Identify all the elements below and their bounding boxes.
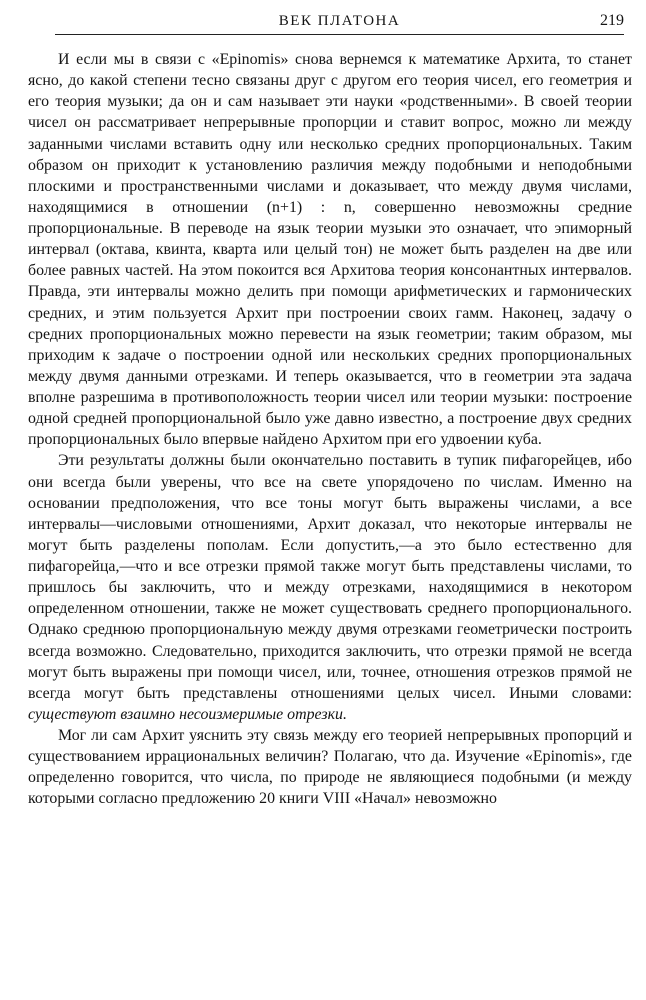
page-header <box>55 10 624 35</box>
paragraph <box>28 49 632 450</box>
running-title: ВЕК ПЛАТОНА <box>278 13 401 29</box>
paragraph <box>28 725 632 810</box>
page-number: 219 <box>600 12 624 29</box>
paragraph-text: Эти результаты должны были окончательно поставить в тупик пифагорейцев, ибо они всегда были уверены, что все на свете упорядочено по числам. Именно на основании предположения, что все тоны могут быть выражены числами, а все интервалы—числовыми отношениями, Архит доказал, что некоторые интервалы не могут быть разделены пополам. Если допустить,—а это было естественно для пифагорейца,—что и все отрезки прямой также могут быть представлены числами, то пришлось бы заключить, что и между отрезками, находящимися в некотором определенном отношении, также не может существовать среднего пропорционального. Однако среднюю пропорциональную между двумя отрезками геометрически построить всегда возможно. Следовательно, приходится заключить, что отрезки прямой не всегда могут быть выражены при помощи чисел, или, точнее, отношения отрезков прямой не всегда могут быть представлены отношениями целых чисел. Иными словами: <box>28 452 632 702</box>
body-text <box>28 49 632 810</box>
paragraph <box>28 450 632 725</box>
paragraph-text: Мог ли сам Архит уяснить эту связь между его теорией непрерывных пропорций и существованием иррациональных величин? Полагаю, что да. Изучение «Epinomis», где определенно говорится, что числа, по природе не являющиеся подобными (и между которыми согласно предложению 20 книги VIII «Начал» невозможно <box>28 727 632 808</box>
emphasized-conclusion: существуют взаимно несоизмеримые отрезки. <box>28 705 347 723</box>
paragraph-text: И если мы в связи с «Epinomis» снова вернемся к математике Архита, то станет ясно, до какой степени тесно связаны друг с другом его теория чисел, его геометрия и его теория музыки; да он и сам называет эти науки «родственными». В своей теории чисел он рассматривает непрерывные пропорции и ставит вопрос, можно ли между заданными числами вставить одну или несколько средних пропорциональных. Таким образом он приходит к установлению различия между подобными и неподобными плоскими и пространственными числами и доказывает, что между двумя числами, находящимися в отношении (n+1) : n, совершенно невозможны средние пропорциональные. В переводе на язык теории музыки это означает, что эпиморный интервал (октава, квинта, кварта или целый тон) не может быть разделен на две или более равных частей. На этом покоится вся Архитова теория консонантных интервалов. Правда, эти интервалы можно делить при помощи арифметических и гармонических средних, и этим пользуется Архит при построении своих гамм. Наконец, задачу о средних пропорциональных можно перевести на язык геометрии; таким образом, мы приходим к задаче о построении одной или нескольких средних пропорциональных между двумя данными отрезками. И теперь оказывается, что в геометрии эта задача вполне разрешима в противоположность теории чисел или теории музыки: построение одной средней пропорциональной было уже давно известно, а построение двух средних пропорциональных было впервые найдено Архитом при его удвоении куба. <box>28 51 632 449</box>
